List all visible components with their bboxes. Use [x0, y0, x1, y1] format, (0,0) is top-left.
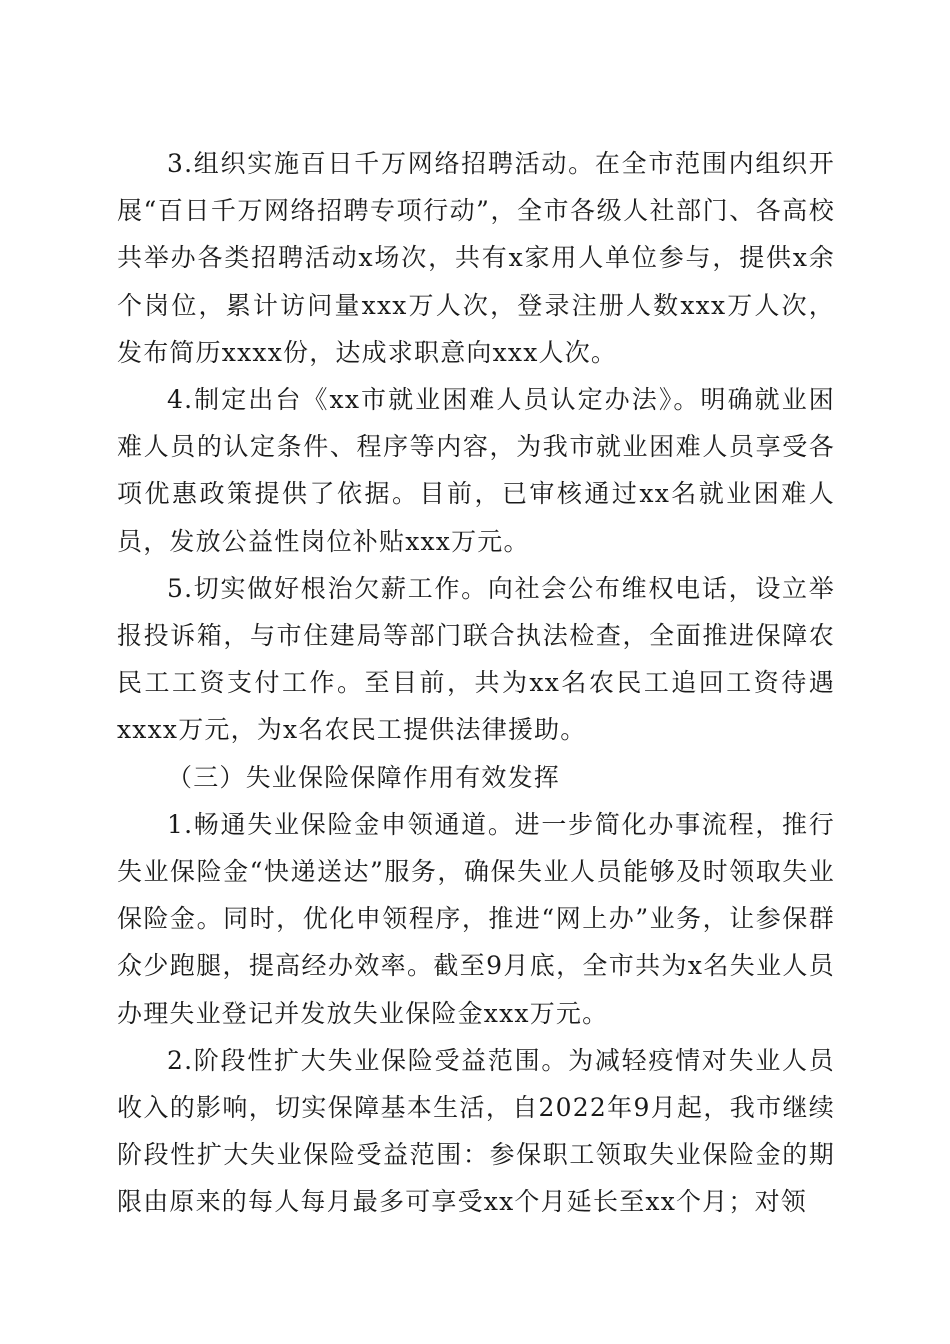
section-heading-unemployment-insurance: （三）失业保险保障作用有效发挥 [167, 762, 561, 792]
paragraph-wage-arrears: 5.切实做好根治欠薪工作。向社会公布维权电话，设立举报投诉箱，与市住建局等部门联合执法检查，全面推进保障农民工工资支付工作。至目前，共为xx名农民工追回工资待遇xxxx万元，为x名农民工提供法律援助。 [117, 573, 835, 745]
paragraph-claim-channel: 1.畅通失业保险金申领通道。进一步简化办事流程，推行失业保险金“快递送达”服务，确保失业人员能够及时领取失业保险金。同时，优化申领程序，推进“网上办”业务，让参保群众少跑腿，提高经办效率。截至9月底，全市共为x名失业人员办理失业登记并发放失业保险金xxx万元。 [117, 809, 835, 1028]
document-body [117, 140, 835, 1226]
paragraph-online-recruitment: 3.组织实施百日千万网络招聘活动。在全市范围内组织开展“百日千万网络招聘专项行动”，全市各级人社部门、各高校共举办各类招聘活动x场次，共有x家用人单位参与，提供x余个岗位，累计访问量xxx万人次，登录注册人数xxx万人次，发布简历xxxx份，达成求职意向xxx人次。 [117, 149, 835, 367]
paragraph-benefit-scope: 2.阶段性扩大失业保险受益范围。为减轻疫情对失业人员收入的影响，切实保障基本生活，自2022年9月起，我市继续阶段性扩大失业保险受益范围：参保职工领取失业保险金的期限由原来的每人每月最多可享受xx个月延长至xx个月；对领 [117, 1045, 835, 1217]
paragraph-employment-difficulty: 4.制定出台《xx市就业困难人员认定办法》。明确就业困难人员的认定条件、程序等内容，为我市就业困难人员享受各项优惠政策提供了依据。目前，已审核通过xx名就业困难人员，发放公益性岗位补贴xxx万元。 [117, 385, 835, 556]
